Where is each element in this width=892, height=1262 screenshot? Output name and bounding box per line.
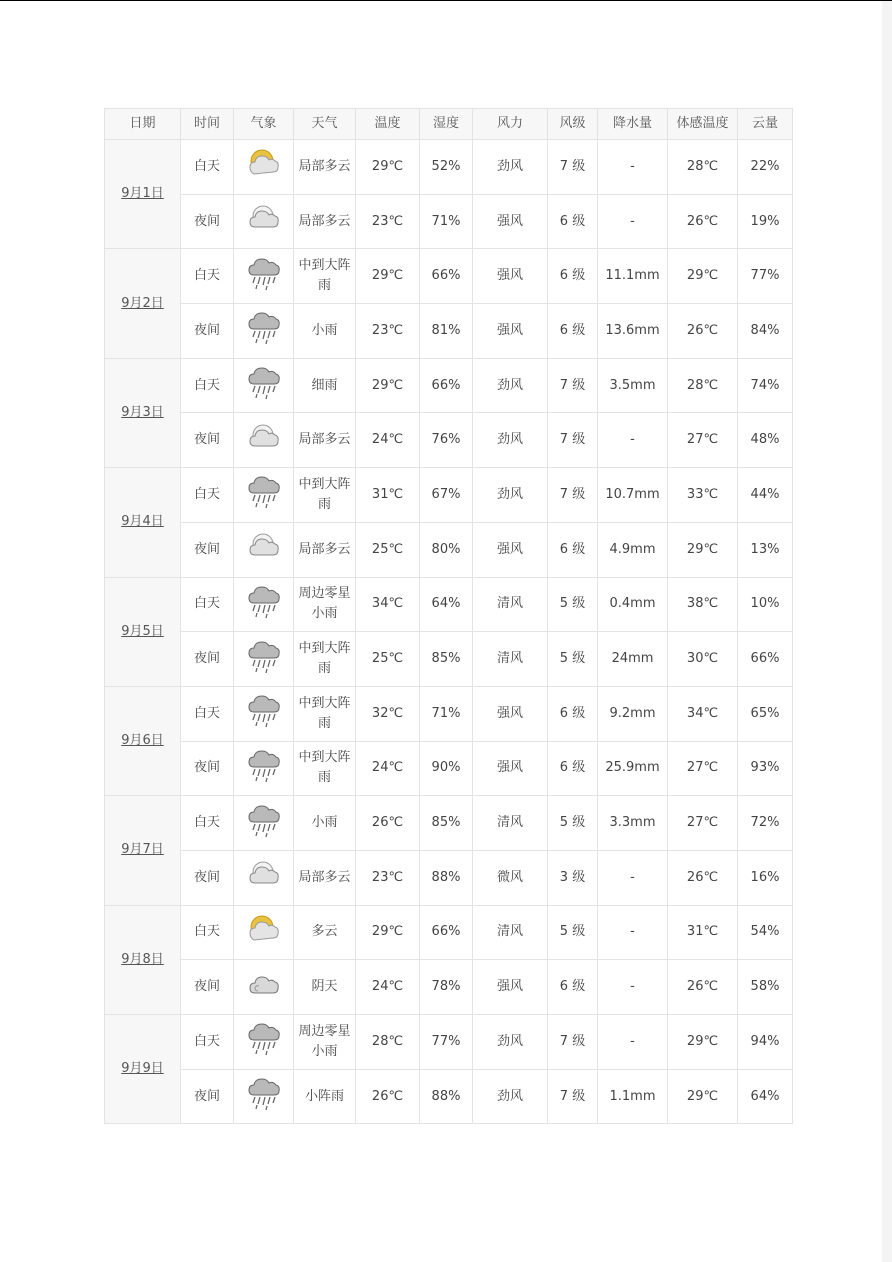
partly-cloudy-night-icon — [246, 530, 282, 569]
wind-cell: 清风 — [473, 632, 548, 687]
time-cell: 白天 — [181, 468, 234, 523]
wind-cell: 劲风 — [473, 1069, 548, 1124]
weather-cell: 中到大阵雨 — [294, 468, 356, 523]
icon-cell — [234, 796, 294, 851]
time-cell: 夜间 — [181, 304, 234, 359]
cloud-cover-cell: 16% — [738, 850, 793, 905]
wind-cell: 劲风 — [473, 468, 548, 523]
wind-level-cell: 7 级 — [548, 358, 598, 413]
precipitation-cell: - — [598, 1015, 668, 1070]
cloud-cover-cell: 13% — [738, 522, 793, 577]
cloud-cover-cell: 72% — [738, 796, 793, 851]
feels-like-cell: 27℃ — [668, 796, 738, 851]
wind-level-cell: 5 级 — [548, 796, 598, 851]
humidity-cell: 67% — [420, 468, 473, 523]
feels-like-cell: 30℃ — [668, 632, 738, 687]
header-wind-level: 风级 — [548, 109, 598, 140]
time-cell: 夜间 — [181, 413, 234, 468]
cloud-cover-cell: 19% — [738, 194, 793, 249]
wind-cell: 微风 — [473, 850, 548, 905]
temperature-cell: 29℃ — [356, 358, 420, 413]
time-cell: 夜间 — [181, 1069, 234, 1124]
header-time: 时间 — [181, 109, 234, 140]
date-link[interactable]: 9月6日 — [121, 733, 164, 749]
feels-like-cell: 29℃ — [668, 1069, 738, 1124]
wind-level-cell: 6 级 — [548, 304, 598, 359]
temperature-cell: 25℃ — [356, 632, 420, 687]
humidity-cell: 85% — [420, 796, 473, 851]
humidity-cell: 76% — [420, 413, 473, 468]
time-cell: 白天 — [181, 1015, 234, 1070]
feels-like-cell: 33℃ — [668, 468, 738, 523]
cloud-cover-cell: 48% — [738, 413, 793, 468]
wind-cell: 劲风 — [473, 358, 548, 413]
humidity-cell: 78% — [420, 960, 473, 1015]
wind-cell: 清风 — [473, 905, 548, 960]
cloud-cover-cell: 22% — [738, 140, 793, 195]
feels-like-cell: 26℃ — [668, 304, 738, 359]
weather-cell: 小雨 — [294, 304, 356, 359]
icon-cell — [234, 741, 294, 796]
wind-level-cell: 5 级 — [548, 577, 598, 632]
date-cell — [105, 905, 181, 1014]
table-row — [105, 686, 793, 741]
weather-cell: 中到大阵雨 — [294, 686, 356, 741]
feels-like-cell: 31℃ — [668, 905, 738, 960]
date-link[interactable]: 9月7日 — [121, 842, 164, 858]
wind-cell: 劲风 — [473, 1015, 548, 1070]
page-right-margin — [882, 1, 892, 1262]
weather-cell: 小阵雨 — [294, 1069, 356, 1124]
cloud-cover-cell: 64% — [738, 1069, 793, 1124]
temperature-cell: 34℃ — [356, 577, 420, 632]
time-cell: 白天 — [181, 686, 234, 741]
cloud-cover-cell: 84% — [738, 304, 793, 359]
date-link[interactable]: 9月5日 — [121, 623, 164, 639]
table-row — [105, 522, 793, 577]
table-row — [105, 468, 793, 523]
feels-like-cell: 27℃ — [668, 741, 738, 796]
date-link[interactable]: 9月2日 — [121, 295, 164, 311]
rain-cloud-icon — [246, 473, 282, 516]
table-row — [105, 905, 793, 960]
precipitation-cell: - — [598, 905, 668, 960]
time-cell: 夜间 — [181, 632, 234, 687]
humidity-cell: 85% — [420, 632, 473, 687]
weather-cell: 中到大阵雨 — [294, 249, 356, 304]
icon-cell — [234, 358, 294, 413]
rain-cloud-icon — [246, 638, 282, 681]
wind-cell: 强风 — [473, 194, 548, 249]
weather-cell: 局部多云 — [294, 522, 356, 577]
header-humidity: 湿度 — [420, 109, 473, 140]
wind-cell: 清风 — [473, 577, 548, 632]
wind-cell: 强风 — [473, 522, 548, 577]
wind-level-cell: 7 级 — [548, 140, 598, 195]
weather-cell: 周边零星小雨 — [294, 1015, 356, 1070]
feels-like-cell: 26℃ — [668, 850, 738, 905]
time-cell: 白天 — [181, 358, 234, 413]
precipitation-cell: - — [598, 194, 668, 249]
header-weather: 天气 — [294, 109, 356, 140]
date-cell — [105, 686, 181, 795]
weather-cell: 周边零星小雨 — [294, 577, 356, 632]
wind-cell: 强风 — [473, 686, 548, 741]
page-top-rule — [0, 0, 892, 1]
wind-level-cell: 7 级 — [548, 1069, 598, 1124]
precipitation-cell: 9.2mm — [598, 686, 668, 741]
date-cell — [105, 249, 181, 358]
icon-cell — [234, 960, 294, 1015]
overcast-cloud-icon — [246, 968, 282, 1007]
date-cell — [105, 796, 181, 905]
precipitation-cell: - — [598, 413, 668, 468]
time-cell: 夜间 — [181, 522, 234, 577]
table-header-row — [105, 109, 793, 140]
cloud-cover-cell: 58% — [738, 960, 793, 1015]
weather-forecast-table — [104, 108, 793, 1124]
wind-cell: 强风 — [473, 741, 548, 796]
cloud-cover-cell: 74% — [738, 358, 793, 413]
wind-level-cell: 6 级 — [548, 686, 598, 741]
precipitation-cell: 13.6mm — [598, 304, 668, 359]
weather-cell: 局部多云 — [294, 140, 356, 195]
feels-like-cell: 29℃ — [668, 1015, 738, 1070]
feels-like-cell: 29℃ — [668, 249, 738, 304]
cloud-cover-cell: 66% — [738, 632, 793, 687]
rain-cloud-icon — [246, 692, 282, 735]
precipitation-cell: 11.1mm — [598, 249, 668, 304]
temperature-cell: 23℃ — [356, 850, 420, 905]
humidity-cell: 66% — [420, 249, 473, 304]
date-cell — [105, 1015, 181, 1124]
feels-like-cell: 38℃ — [668, 577, 738, 632]
feels-like-cell: 34℃ — [668, 686, 738, 741]
table-row — [105, 577, 793, 632]
precipitation-cell: 3.5mm — [598, 358, 668, 413]
cloud-cover-cell: 10% — [738, 577, 793, 632]
weather-cell: 中到大阵雨 — [294, 741, 356, 796]
precipitation-cell: 24mm — [598, 632, 668, 687]
icon-cell — [234, 468, 294, 523]
wind-cell: 清风 — [473, 796, 548, 851]
icon-cell — [234, 140, 294, 195]
date-cell — [105, 468, 181, 577]
time-cell: 夜间 — [181, 741, 234, 796]
icon-cell — [234, 194, 294, 249]
rain-cloud-icon — [246, 583, 282, 626]
cloud-cover-cell: 44% — [738, 468, 793, 523]
precipitation-cell: 3.3mm — [598, 796, 668, 851]
partly-cloudy-night-icon — [246, 421, 282, 460]
rain-cloud-icon — [246, 1020, 282, 1063]
humidity-cell: 52% — [420, 140, 473, 195]
icon-cell — [234, 1015, 294, 1070]
temperature-cell: 24℃ — [356, 741, 420, 796]
rain-cloud-icon — [246, 255, 282, 298]
icon-cell — [234, 1069, 294, 1124]
temperature-cell: 23℃ — [356, 304, 420, 359]
temperature-cell: 26℃ — [356, 796, 420, 851]
wind-cell: 强风 — [473, 249, 548, 304]
feels-like-cell: 26℃ — [668, 960, 738, 1015]
rain-cloud-icon — [246, 364, 282, 407]
weather-cell: 局部多云 — [294, 413, 356, 468]
humidity-cell: 88% — [420, 1069, 473, 1124]
wind-level-cell: 7 级 — [548, 413, 598, 468]
header-icon: 气象 — [234, 109, 294, 140]
weather-cell: 中到大阵雨 — [294, 632, 356, 687]
table-row — [105, 850, 793, 905]
humidity-cell: 71% — [420, 194, 473, 249]
header-cloud-cover: 云量 — [738, 109, 793, 140]
table-row — [105, 632, 793, 687]
cloud-cover-cell: 54% — [738, 905, 793, 960]
feels-like-cell: 29℃ — [668, 522, 738, 577]
partly-cloudy-sun-icon — [246, 913, 282, 952]
time-cell: 夜间 — [181, 850, 234, 905]
precipitation-cell: 0.4mm — [598, 577, 668, 632]
temperature-cell: 28℃ — [356, 1015, 420, 1070]
date-link[interactable]: 9月8日 — [121, 951, 164, 967]
wind-level-cell: 7 级 — [548, 468, 598, 523]
wind-level-cell: 3 级 — [548, 850, 598, 905]
table-row — [105, 249, 793, 304]
date-cell — [105, 140, 181, 249]
humidity-cell: 81% — [420, 304, 473, 359]
table-row — [105, 1015, 793, 1070]
precipitation-cell: 1.1mm — [598, 1069, 668, 1124]
temperature-cell: 29℃ — [356, 249, 420, 304]
icon-cell — [234, 304, 294, 359]
weather-cell: 细雨 — [294, 358, 356, 413]
humidity-cell: 80% — [420, 522, 473, 577]
date-link[interactable]: 9月4日 — [121, 514, 164, 530]
precipitation-cell: 4.9mm — [598, 522, 668, 577]
weather-cell: 多云 — [294, 905, 356, 960]
temperature-cell: 29℃ — [356, 905, 420, 960]
icon-cell — [234, 905, 294, 960]
humidity-cell: 77% — [420, 1015, 473, 1070]
wind-level-cell: 6 级 — [548, 194, 598, 249]
time-cell: 白天 — [181, 140, 234, 195]
time-cell: 白天 — [181, 905, 234, 960]
temperature-cell: 26℃ — [356, 1069, 420, 1124]
table-row — [105, 413, 793, 468]
wind-level-cell: 5 级 — [548, 905, 598, 960]
rain-cloud-icon — [246, 802, 282, 845]
temperature-cell: 31℃ — [356, 468, 420, 523]
table-row — [105, 140, 793, 195]
table-row — [105, 358, 793, 413]
precipitation-cell: 10.7mm — [598, 468, 668, 523]
wind-cell: 强风 — [473, 960, 548, 1015]
wind-level-cell: 7 级 — [548, 1015, 598, 1070]
wind-level-cell: 6 级 — [548, 522, 598, 577]
feels-like-cell: 28℃ — [668, 358, 738, 413]
wind-level-cell: 6 级 — [548, 249, 598, 304]
humidity-cell: 71% — [420, 686, 473, 741]
weather-cell: 阴天 — [294, 960, 356, 1015]
partly-cloudy-night-icon — [246, 202, 282, 241]
cloud-cover-cell: 93% — [738, 741, 793, 796]
temperature-cell: 25℃ — [356, 522, 420, 577]
cloud-cover-cell: 77% — [738, 249, 793, 304]
icon-cell — [234, 850, 294, 905]
cloud-cover-cell: 94% — [738, 1015, 793, 1070]
precipitation-cell: - — [598, 140, 668, 195]
icon-cell — [234, 522, 294, 577]
header-date: 日期 — [105, 109, 181, 140]
feels-like-cell: 27℃ — [668, 413, 738, 468]
wind-cell: 强风 — [473, 304, 548, 359]
rain-cloud-icon — [246, 747, 282, 790]
table-row — [105, 1069, 793, 1124]
table-row — [105, 960, 793, 1015]
header-feels-like: 体感温度 — [668, 109, 738, 140]
header-temperature: 温度 — [356, 109, 420, 140]
weather-cell: 小雨 — [294, 796, 356, 851]
table-row — [105, 304, 793, 359]
date-cell — [105, 577, 181, 686]
precipitation-cell: - — [598, 850, 668, 905]
precipitation-cell: 25.9mm — [598, 741, 668, 796]
feels-like-cell: 28℃ — [668, 140, 738, 195]
humidity-cell: 64% — [420, 577, 473, 632]
temperature-cell: 24℃ — [356, 413, 420, 468]
partly-cloudy-night-icon — [246, 858, 282, 897]
weather-cell: 局部多云 — [294, 194, 356, 249]
humidity-cell: 66% — [420, 905, 473, 960]
date-link[interactable]: 9月9日 — [121, 1061, 164, 1077]
date-cell — [105, 358, 181, 467]
wind-cell: 劲风 — [473, 140, 548, 195]
rain-cloud-icon — [246, 1075, 282, 1118]
time-cell: 夜间 — [181, 960, 234, 1015]
partly-cloudy-sun-icon — [246, 147, 282, 186]
time-cell: 白天 — [181, 796, 234, 851]
humidity-cell: 66% — [420, 358, 473, 413]
time-cell: 白天 — [181, 577, 234, 632]
wind-level-cell: 6 级 — [548, 741, 598, 796]
icon-cell — [234, 413, 294, 468]
date-link[interactable]: 9月1日 — [121, 186, 164, 202]
humidity-cell: 88% — [420, 850, 473, 905]
feels-like-cell: 26℃ — [668, 194, 738, 249]
precipitation-cell: - — [598, 960, 668, 1015]
date-link[interactable]: 9月3日 — [121, 404, 164, 420]
wind-cell: 劲风 — [473, 413, 548, 468]
humidity-cell: 90% — [420, 741, 473, 796]
temperature-cell: 23℃ — [356, 194, 420, 249]
cloud-cover-cell: 65% — [738, 686, 793, 741]
wind-level-cell: 6 级 — [548, 960, 598, 1015]
temperature-cell: 29℃ — [356, 140, 420, 195]
weather-cell: 局部多云 — [294, 850, 356, 905]
temperature-cell: 24℃ — [356, 960, 420, 1015]
temperature-cell: 32℃ — [356, 686, 420, 741]
header-wind: 风力 — [473, 109, 548, 140]
header-precipitation: 降水量 — [598, 109, 668, 140]
time-cell: 白天 — [181, 249, 234, 304]
table-row — [105, 194, 793, 249]
icon-cell — [234, 632, 294, 687]
icon-cell — [234, 249, 294, 304]
icon-cell — [234, 686, 294, 741]
table-row — [105, 741, 793, 796]
wind-level-cell: 5 级 — [548, 632, 598, 687]
rain-cloud-icon — [246, 309, 282, 352]
time-cell: 夜间 — [181, 194, 234, 249]
table-row — [105, 796, 793, 851]
icon-cell — [234, 577, 294, 632]
